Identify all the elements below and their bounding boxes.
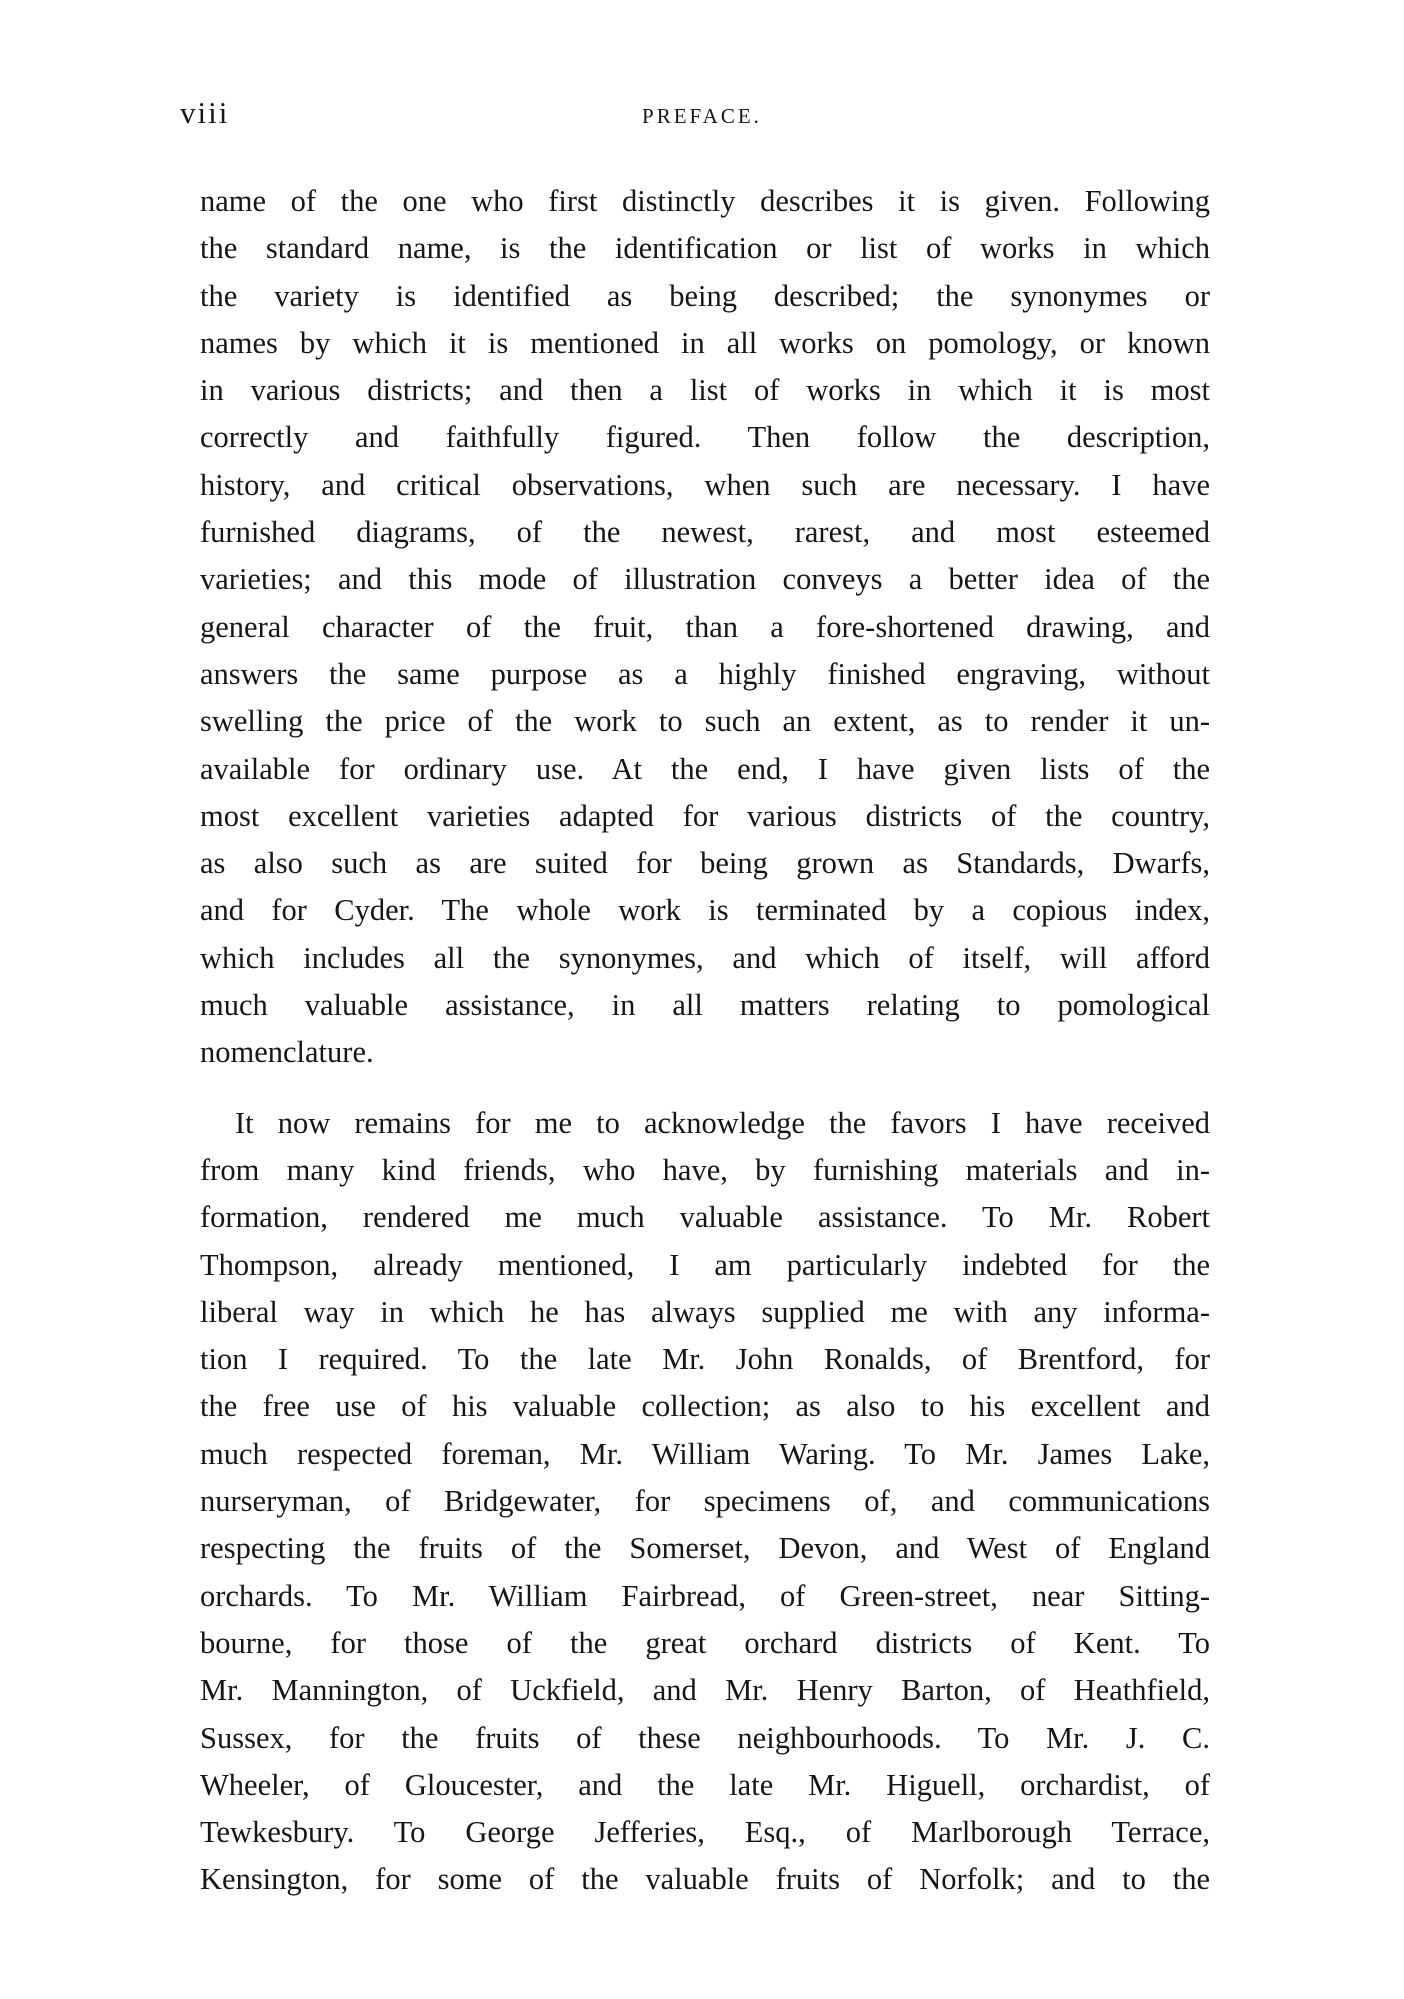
text-line: Thompson, already mentioned, I am particularly indebted for the xyxy=(200,1247,1210,1282)
text-line: nomenclature. xyxy=(200,1035,374,1070)
text-line: history, and critical observations, when such are necessary. I have xyxy=(200,467,1210,502)
text-line: much valuable assistance, in all matters relating to pomological xyxy=(200,988,1210,1023)
text-line: available for ordinary use. At the end, I have given lists of the xyxy=(200,751,1210,786)
text-line: much respected foreman, Mr. William Waring. To Mr. James Lake, xyxy=(200,1436,1210,1471)
text-line: furnished diagrams, of the newest, rarest, and most esteemed xyxy=(200,515,1210,550)
text-line: respecting the fruits of the Somerset, Devon, and West of England xyxy=(200,1531,1210,1566)
text-line: the standard name, is the identification or list of works in which xyxy=(200,231,1210,266)
text-line: nurseryman, of Bridgewater, for specimens of, and communications xyxy=(200,1484,1210,1519)
text-line: most excellent varieties adapted for various districts of the country, xyxy=(200,798,1210,833)
text-line: the free use of his valuable collection; as also to his excellent and xyxy=(200,1389,1210,1424)
text-line: swelling the price of the work to such an extent, as to render it un- xyxy=(200,704,1210,739)
text-line: name of the one who first distinctly describes it is given. Following xyxy=(200,184,1210,218)
paragraph-1 xyxy=(200,178,1210,1077)
page-number: viii xyxy=(180,95,230,130)
text-line: names by which it is mentioned in all works on pomology, or known xyxy=(200,325,1210,360)
text-line: and for Cyder. The whole work is terminated by a copious index, xyxy=(200,893,1210,928)
text-line: formation, rendered me much valuable assistance. To Mr. Robert xyxy=(200,1200,1210,1235)
text-line: correctly and faithfully figured. Then follow the description, xyxy=(200,420,1210,455)
text-line: as also such as are suited for being grown as Standards, Dwarfs, xyxy=(200,846,1210,881)
text-line: liberal way in which he has always supplied me with any informa- xyxy=(200,1294,1210,1329)
text-line: Mr. Mannington, of Uckfield, and Mr. Henry Barton, of Heathfield, xyxy=(200,1673,1210,1708)
text-line: Kensington, for some of the valuable fruits of Norfolk; and to the xyxy=(200,1862,1210,1897)
running-head: PREFACE. xyxy=(642,104,762,128)
text-line: the variety is identified as being described; the synonymes or xyxy=(200,278,1210,313)
text-line: varieties; and this mode of illustration conveys a better idea of the xyxy=(200,562,1210,597)
text-line: from many kind friends, who have, by furnishing materials and in- xyxy=(200,1152,1210,1187)
text-line: general character of the fruit, than a fore-shortened drawing, and xyxy=(200,609,1210,644)
body-text xyxy=(200,178,1210,1904)
text-line: It now remains for me to acknowledge the favors I have received xyxy=(235,1105,1210,1140)
text-line: which includes all the synonymes, and which of itself, will afford xyxy=(200,940,1210,975)
text-line: orchards. To Mr. William Fairbread, of Green-street, near Sitting- xyxy=(200,1578,1210,1613)
text-line: Tewkesbury. To George Jefferies, Esq., of Marlborough Terrace, xyxy=(200,1815,1210,1850)
text-line: Wheeler, of Gloucester, and the late Mr. Higuell, orchardist, of xyxy=(200,1767,1210,1802)
text-line: in various districts; and then a list of works in which it is most xyxy=(200,373,1210,408)
text-line: Sussex, for the fruits of these neighbourhoods. To Mr. J. C. xyxy=(200,1720,1210,1755)
text-line: bourne, for those of the great orchard districts of Kent. To xyxy=(200,1625,1210,1660)
text-line: tion I required. To the late Mr. John Ronalds, of Brentford, for xyxy=(200,1342,1210,1377)
text-line: answers the same purpose as a highly finished engraving, without xyxy=(200,656,1210,691)
paragraph-2 xyxy=(200,1100,1210,1904)
